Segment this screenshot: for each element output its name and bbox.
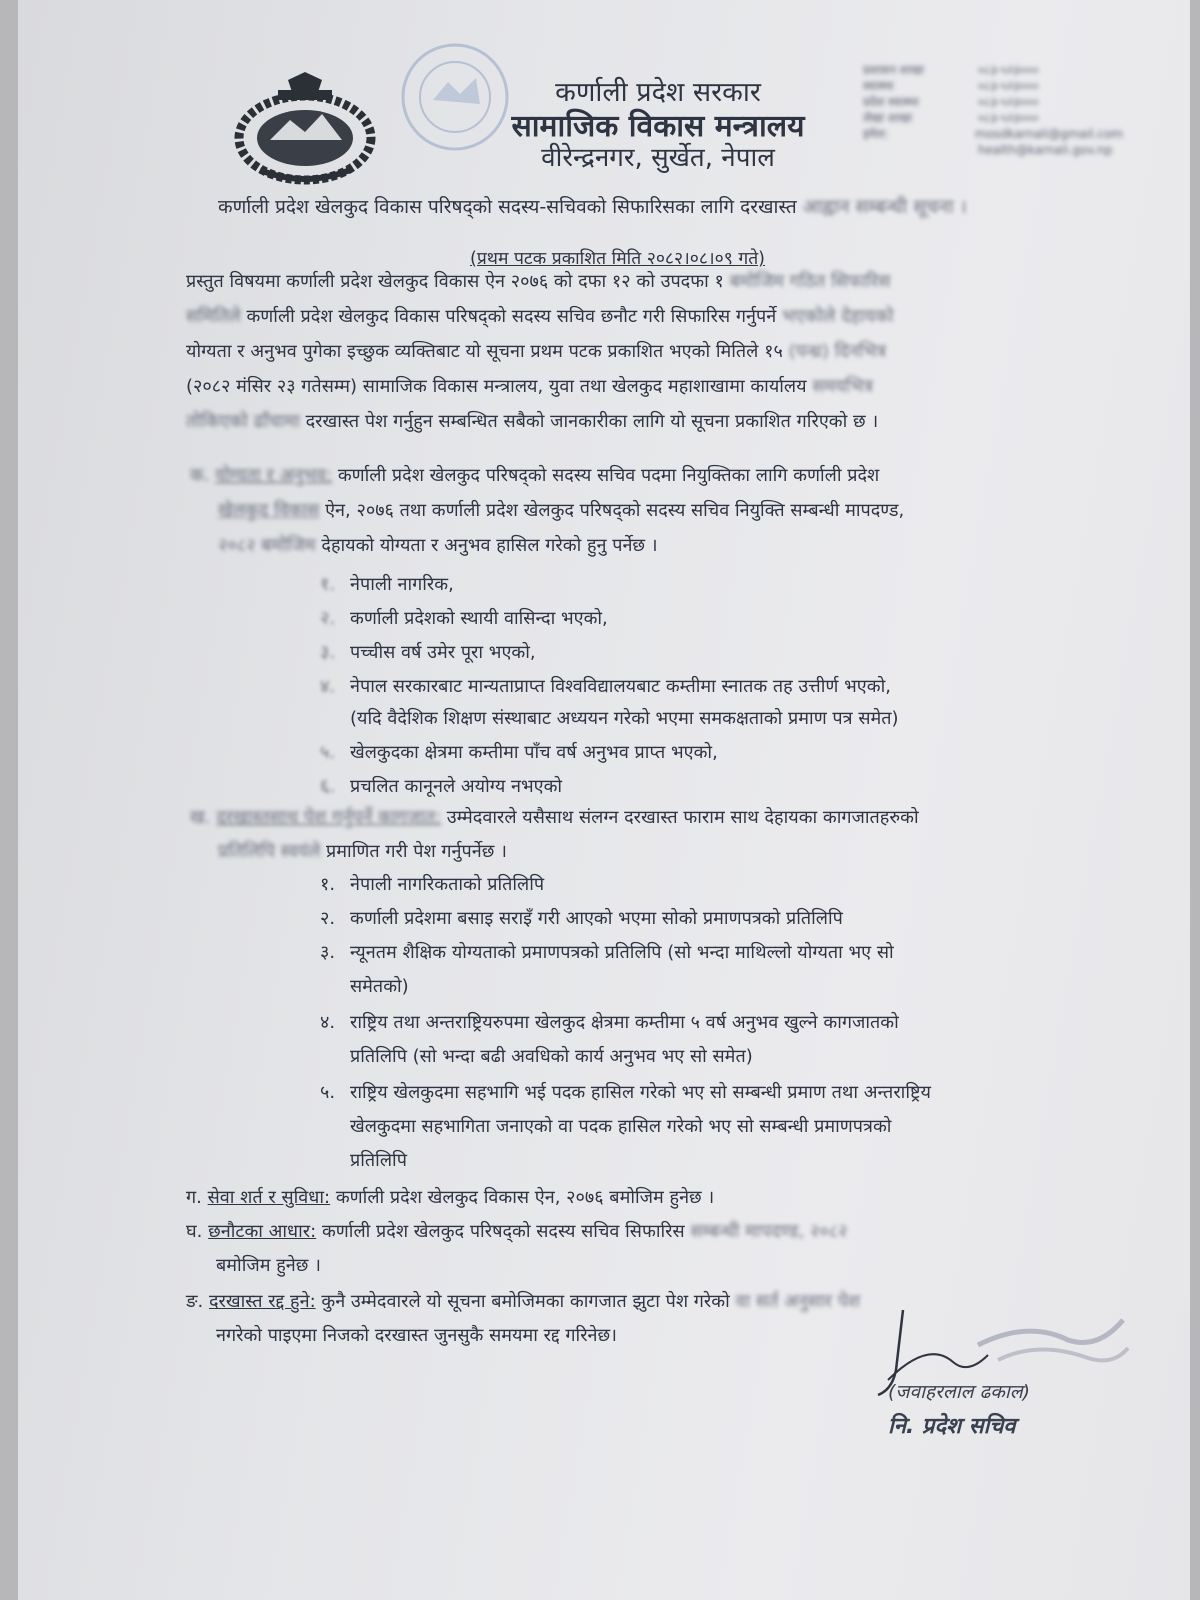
intro-line: तोकिएको ढाँचामा दरखास्त पेश गर्नुहुन सम्बन्धित सबैको जानकारीका लागि यो सूचना प्रकाशित गरिएको छ । bbox=[186, 411, 879, 432]
notice-paper bbox=[18, 0, 1190, 1600]
contact-row: प्रदेश स्वास्थ्य ०८३-५२३००० bbox=[863, 95, 1039, 109]
publication-date: (प्रथम पटक प्रकाशित मिति २०८२।०८।०९ गते) bbox=[470, 249, 766, 269]
section-nga-line: ङ. दरखास्त रद्द हुने: कुनै उम्मेदवारले यो सूचना बमोजिमका कागजात झुटा पेश गरेको वा सर्त अनुसार पेश bbox=[186, 1291, 861, 1312]
list-item: ५. राष्ट्रिय खेलकुदमा सहभागि भई पदक हासिल गरेको भए सो सम्बन्धी प्रमाण तथा अन्तराष्ट्रिय bbox=[320, 1082, 931, 1103]
contact-row: स्वास्थ्य ०८३-५२३००० bbox=[863, 79, 1039, 93]
section-kha-line: ख. दरखास्तसाथ पेश गर्नुपर्ने कागजात: उम्मेदवारले यसैसाथ संलग्न दरखास्त फाराम साथ देहायका कागजातहरुको bbox=[190, 807, 919, 828]
intro-line: समितिले कर्णाली प्रदेश खेलकुद विकास परिषद्को सदस्य सचिव छनौट गरी सिफारिस गर्नुपर्ने भएकोले देहायको bbox=[186, 306, 894, 327]
list-item: १. नेपाली नागरिक, bbox=[320, 574, 454, 595]
list-item: ३. न्यूनतम शैक्षिक योग्यताको प्रमाणपत्रको प्रतिलिपि (सो भन्दा माथिल्लो योग्यता भए सो bbox=[320, 942, 894, 963]
section-gha-line: बमोजिम हुनेछ । bbox=[216, 1255, 321, 1276]
list-item-continuation: समेतको) bbox=[350, 976, 409, 997]
section-ka-line: २०८२ बमोजिम देहायको योग्यता र अनुभव हासिल गरेको हुनु पर्नेछ । bbox=[218, 535, 658, 556]
government-name: कर्णाली प्रदेश सरकार bbox=[555, 77, 761, 108]
intro-line: (२०८२ मंसिर २३ गतेसम्म) सामाजिक विकास मन्त्रालय, युवा तथा खेलकुद महाशाखामा कार्यालय समयभित्र bbox=[186, 376, 873, 397]
government-emblem-icon bbox=[230, 70, 380, 185]
intro-line: योग्यता र अनुभव पुगेका इच्छुक व्यक्तिबाट यो सूचना प्रथम पटक प्रकाशित भएको मितिले १५ (पन्ध्र) दिनभित्र bbox=[186, 341, 887, 362]
contact-row: लेखा शाखा ०८३-५२३००० bbox=[863, 111, 1039, 125]
section-ka-line: क. योग्यता र अनुभव: कर्णाली प्रदेश खेलकुद परिषद्को सदस्य सचिव पदमा नियुक्तिका लागि कर्णाली प्रदेश bbox=[190, 465, 880, 486]
list-item: २. कर्णाली प्रदेशमा बसाइ सराइँ गरी आएको भएमा सोको प्रमाणपत्रको प्रतिलिपि bbox=[320, 908, 843, 929]
list-item: ४. नेपाल सरकारबाट मान्यताप्राप्त विश्वविद्यालयबाट कम्तीमा स्नातक तह उत्तीर्ण भएको, bbox=[320, 676, 891, 697]
section-ga-line: ग. सेवा शर्त र सुविधा: कर्णाली प्रदेश खेलकुद विकास ऐन, २०७६ बमोजिम हुनेछ । bbox=[186, 1187, 715, 1208]
notice-title: कर्णाली प्रदेश खेलकुद विकास परिषद्को सदस्य-सचिवको सिफारिसका लागि दरखास्त आह्वान सम्बन्धी सूचना । bbox=[218, 196, 967, 218]
list-item: ६. प्रचलित कानूनले अयोग्य नभएको bbox=[320, 776, 563, 797]
contact-row: health@karnali.gov.np bbox=[978, 143, 1113, 157]
signatory-role: नि. प्रदेश सचिव bbox=[888, 1414, 1016, 1439]
section-nga-line: नगरेको पाइएमा निजको दरखास्त जुनसुकै समयमा रद्द गरिनेछ। bbox=[216, 1325, 617, 1346]
section-ka-line: खेलकुद विकास ऐन, २०७६ तथा कर्णाली प्रदेश खेलकुद परिषद्को सदस्य सचिव नियुक्ति सम्बन्धी मापदण्ड, bbox=[218, 500, 905, 521]
list-item-continuation: खेलकुदमा सहभागिता जनाएको वा पदक हासिल गरेको भए सो सम्बन्धी प्रमाणपत्रको bbox=[350, 1116, 892, 1137]
ministry-name: सामाजिक विकास मन्त्रालय bbox=[511, 109, 805, 144]
contact-row: प्रशासन शाखा ०८३-५२३००० bbox=[863, 63, 1039, 77]
intro-line: प्रस्तुत विषयमा कर्णाली प्रदेश खेलकुद विकास ऐन २०७६ को दफा १२ को उपदफा १ बमोजिम गठित सिफारिस bbox=[186, 271, 891, 292]
list-item: ५. खेलकुदका क्षेत्रमा कम्तीमा पाँच वर्ष अनुभव प्राप्त भएको, bbox=[320, 742, 718, 763]
list-item-continuation: प्रतिलिपि bbox=[350, 1150, 407, 1171]
list-item-continuation: प्रतिलिपि (सो भन्दा बढी अवधिको कार्य अनुभव भए सो समेत) bbox=[350, 1046, 753, 1067]
office-address: वीरेन्द्रनगर, सुर्खेत, नेपाल bbox=[541, 143, 775, 173]
section-kha-line: प्रतिलिपि स्वयंले प्रमाणित गरी पेश गर्नुपर्नेछ । bbox=[218, 841, 507, 862]
list-item: ३. पच्चीस वर्ष उमेर पूरा भएको, bbox=[320, 642, 536, 663]
list-item: ४. राष्ट्रिय तथा अन्तराष्ट्रियरुपमा खेलकुद क्षेत्रमा कम्तीमा ५ वर्ष अनुभव खुल्ने कागजातको bbox=[320, 1012, 899, 1033]
signatory-name: (जवाहरलाल ढकाल) bbox=[888, 1381, 1031, 1403]
list-item: २. कर्णाली प्रदेशको स्थायी वासिन्दा भएको, bbox=[320, 608, 608, 629]
section-gha-line: घ. छनौटका आधार: कर्णाली प्रदेश खेलकुद परिषद्को सदस्य सचिव सिफारिस सम्बन्धी मापदण्ड, २०८२ bbox=[186, 1221, 848, 1242]
contact-row: इमेल: mosdkarnali@gmail.com bbox=[863, 127, 1123, 141]
list-item: १. नेपाली नागरिकताको प्रतिलिपि bbox=[320, 874, 545, 895]
list-item-continuation: (यदि वैदेशिक शिक्षण संस्थाबाट अध्ययन गरेको भएमा समकक्षताको प्रमाण पत्र समेत) bbox=[350, 708, 899, 729]
contact-block bbox=[863, 62, 1123, 202]
